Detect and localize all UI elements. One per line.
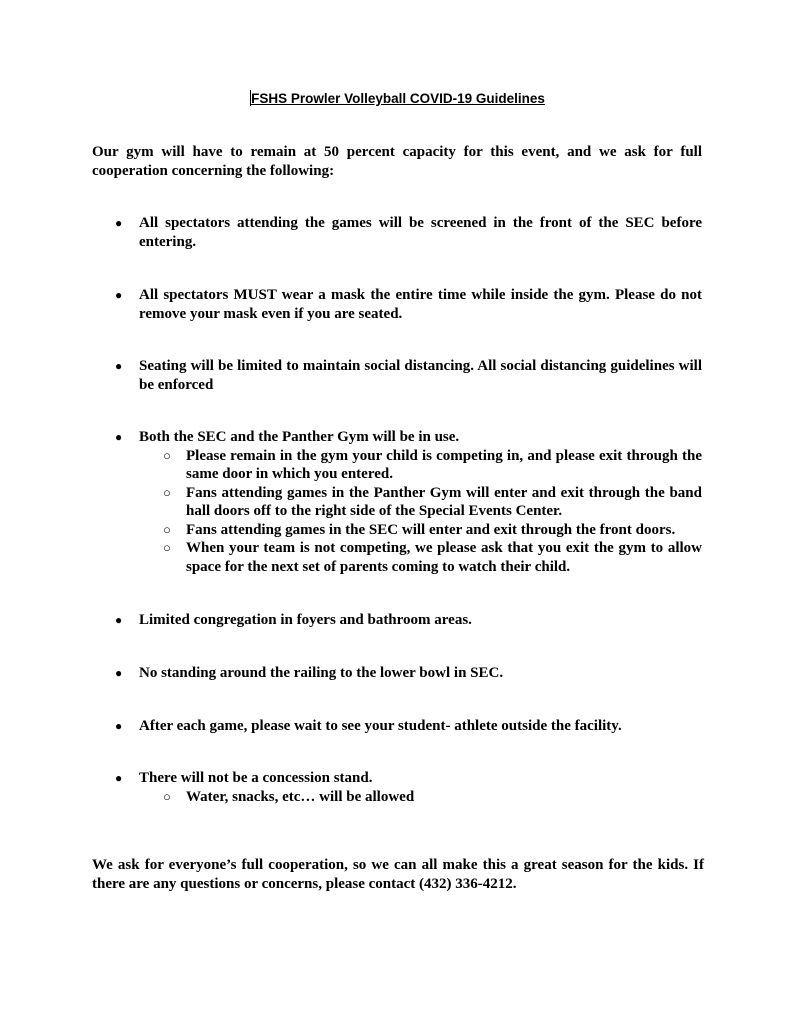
bullet-text: Both the SEC and the Panther Gym will be in use. (139, 429, 460, 445)
bullet-item (115, 428, 702, 576)
sub-bullet-text: Fans attending games in the Panther Gym will enter and exit through the band hall doors off to the right side of the Special Events Center. (186, 484, 702, 519)
title-text: FSHS Prowler Volleyball COVID-19 Guidelines (251, 91, 545, 106)
bullet-item (115, 357, 702, 394)
sub-bullet-item (163, 447, 702, 484)
sub-bullet-text: Water, snacks, etc… will be allowed (186, 788, 415, 805)
bullet-dot: ● (115, 288, 123, 302)
bullet-dot: ● (115, 359, 123, 373)
closing-paragraph: We ask for everyone’s full cooperation, so we can all make this a great season for the kids. If there are any questions or concerns, please contact (432) 336-4212. (92, 857, 704, 892)
bullet-item (115, 286, 702, 323)
sub-bullet-text: Please remain in the gym your child is competing in, and please exit through the same door in which you entered. (186, 447, 702, 482)
bullet-item (115, 769, 702, 806)
bullet-item (115, 214, 702, 251)
sub-bullet-item (163, 788, 702, 807)
document-title (0, 90, 795, 108)
bullet-dot: ● (115, 430, 123, 444)
sub-bullet-text: When your team is not competing, we please ask that you exit the gym to allow space for the next set of parents coming to watch their child. (186, 540, 702, 575)
sub-bullet-circle: ○ (163, 484, 171, 500)
intro-paragraph: Our gym will have to remain at 50 percent capacity for this event, and we ask for full cooperation concerning the following: (92, 144, 702, 179)
sub-bullet-item (163, 539, 702, 576)
sub-bullet-circle: ○ (163, 540, 171, 555)
sub-bullet-circle: ○ (163, 788, 171, 804)
sub-bullet-item (163, 484, 702, 521)
bullet-text: Limited congregation in foyers and bathroom areas. (139, 612, 472, 628)
bullet-item (115, 664, 702, 683)
bullet-text: Seating will be limited to maintain social distancing. All social distancing guidelines will be enforced (139, 358, 702, 393)
sub-bullet-item (163, 521, 702, 540)
bullet-dot: ● (115, 719, 123, 733)
sub-bullet-circle: ○ (163, 521, 171, 537)
bullet-dot: ● (115, 771, 123, 785)
bullet-text: No standing around the railing to the lower bowl in SEC. (139, 665, 504, 681)
sub-bullet-circle: ○ (163, 447, 171, 463)
sub-bullet-text: Fans attending games in the SEC will enter and exit through the front doors. (186, 521, 676, 538)
bullet-item (115, 611, 702, 630)
bullet-text: There will not be a concession stand. (139, 770, 373, 786)
bullet-text: After each game, please wait to see your student- athlete outside the facility. (139, 718, 622, 734)
bullet-item (115, 717, 702, 736)
bullet-text: All spectators attending the games will be screened in the front of the SEC before entering. (139, 215, 702, 250)
bullet-text: All spectators MUST wear a mask the entire time while inside the gym. Please do not remove your mask even if you are seated. (139, 287, 702, 322)
bullet-dot: ● (115, 216, 123, 230)
bullet-dot: ● (115, 666, 123, 680)
bullet-dot: ● (115, 613, 123, 627)
